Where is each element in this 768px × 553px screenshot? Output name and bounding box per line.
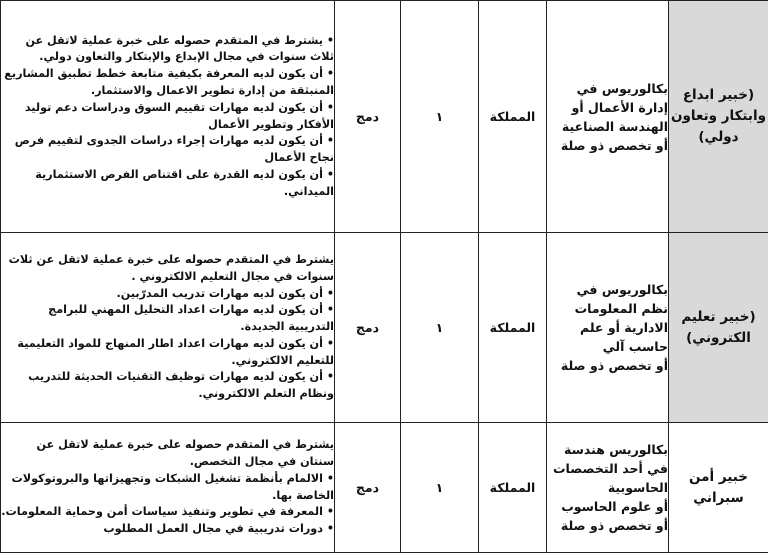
location: المملكة — [479, 423, 547, 553]
table-row — [1, 423, 768, 553]
qualification: بكالوريس هندسة في أحد التخصصات الحاسوبية أو علوم الحاسوب أو تخصص ذو صلة — [547, 423, 669, 553]
requirements-intro: يشترط في المتقدم حصوله على خبرة عملية لاتقل عن سنتان في مجال التخصص. — [1, 437, 334, 471]
count: ١ — [401, 233, 479, 423]
employment-type: دمج — [335, 1, 401, 233]
employment-type: دمج — [335, 233, 401, 423]
list-item: • أن يكون لديه مهارات إجراء دراسات الجدوى لتقييم فرص نجاح الأعمال — [1, 133, 334, 167]
table-row — [1, 233, 768, 423]
list-item: • أن يكون لديه مهارات اعداد اطار المنهاج للمواد التعليمية للتعليم الالكتروني. — [1, 336, 334, 370]
list-item: • أن يكون لديه مهارات تقييم السوق ودراسات دعم توليد الأفكار وتطوير الأعمال — [1, 100, 334, 134]
employment-type: دمج — [335, 423, 401, 553]
location: المملكة — [479, 1, 547, 233]
job-title: (خبير تعليم الكتروني) — [669, 233, 768, 423]
job-title: (خبير ابداع وابتكار وتعاون دولي) — [669, 1, 768, 233]
requirements — [1, 423, 335, 553]
count: ١ — [401, 423, 479, 553]
requirements-intro: يشترط في المتقدم حصوله على خبرة عملية لاتقل عن ثلاث سنوات في مجال التعليم الالكتروني . — [1, 252, 334, 286]
list-item: • أن يكون لديه القدرة على اقتناص الفرص الاستثمارية الميداني. — [1, 167, 334, 201]
job-title: خبير أمن سبراني — [669, 423, 768, 553]
list-item: • أن يكون لديه مهارات اعداد التحليل المهني للبرامج التدريبية الجديدة. — [1, 302, 334, 336]
list-item: • أن يكون لديه مهارات تدريب المدرّبين. — [1, 286, 334, 303]
list-item: • يشترط في المتقدم حصوله على خبرة عملية لاتقل عن ثلاث سنوات في مجال الإبداع والإبتكار والتعاون دولي. — [1, 33, 334, 67]
qualification: بكالوريوس في إدارة الأعمال أو الهندسة الصناعية أو تخصص ذو صلة — [547, 1, 669, 233]
table-row — [1, 1, 768, 233]
requirements — [1, 233, 335, 423]
location: المملكة — [479, 233, 547, 423]
list-item: • أن يكون لديه المعرفة بكيفية متابعة خطط تطبيق المشاريع المنبثقة من إدارة تطوير الاعمال والاستثمار. — [1, 66, 334, 100]
list-item: • المعرفة في تطوير وتنفيذ سياسات أمن وحماية المعلومات. — [1, 504, 334, 521]
requirements — [1, 1, 335, 233]
list-item: • دورات تدريبية في مجال العمل المطلوب — [1, 521, 334, 538]
count: ١ — [401, 1, 479, 233]
list-item: • أن يكون لديه مهارات توظيف التقنيات الحديثة للتدريب ونظام التعلم الالكتروني. — [1, 369, 334, 403]
list-item: • الالمام بأنظمة تشغيل الشبكات وتجهيزاتها والبروتوكولات الخاصة بها. — [1, 471, 334, 505]
qualification: بكالوريوس في نظم المعلومات الادارية أو علم حاسب آلي أو تخصص ذو صلة — [547, 233, 669, 423]
